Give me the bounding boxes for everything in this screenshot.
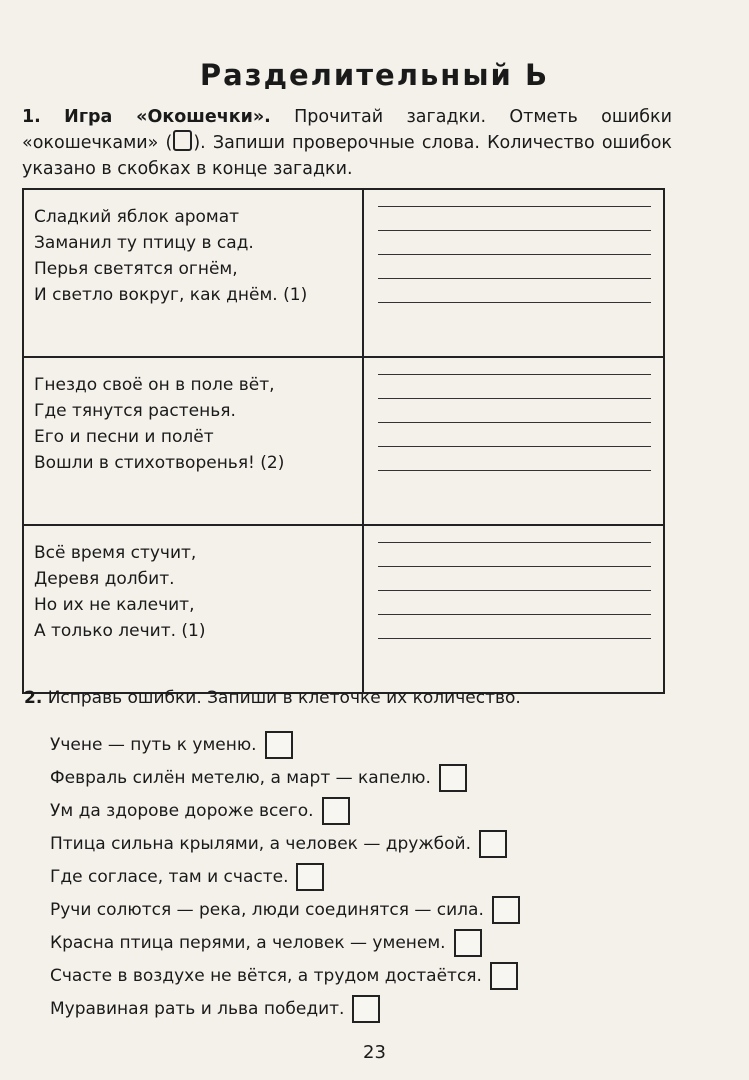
page-number: 23: [363, 1042, 386, 1063]
answer-box[interactable]: [492, 896, 520, 924]
proverb-item: [50, 794, 520, 827]
writing-line[interactable]: [378, 230, 651, 231]
proverb-text: Счасте в воздухе не вётся, а трудом достаётся.: [50, 965, 482, 986]
answer-box[interactable]: [322, 797, 350, 825]
riddle-line: А только лечит. (1): [34, 621, 206, 641]
riddle-row: [23, 357, 664, 525]
proverb-text: Птица сильна крылями, а человек — дружбой.: [50, 833, 471, 854]
riddle-line: Его и песни и полёт: [34, 427, 214, 447]
answer-box[interactable]: [265, 731, 293, 759]
riddle-line: Заманил ту птицу в сад.: [34, 233, 254, 253]
riddle-poem: [23, 525, 363, 693]
page-title: Разделительный Ь: [199, 58, 550, 92]
proverb-item: [50, 959, 520, 992]
proverb-item: [50, 860, 520, 893]
writing-line[interactable]: [378, 470, 651, 471]
answer-lines[interactable]: [363, 189, 664, 357]
answer-box[interactable]: [454, 929, 482, 957]
proverb-item: [50, 893, 520, 926]
riddle-line: Перья светятся огнём,: [34, 259, 238, 279]
writing-line[interactable]: [378, 254, 651, 255]
riddle-line: И светло вокруг, как днём. (1): [34, 285, 308, 305]
answer-box[interactable]: [439, 764, 467, 792]
answer-box[interactable]: [490, 962, 518, 990]
riddles-table: [22, 188, 665, 694]
writing-line[interactable]: [378, 566, 651, 567]
task1-game-name: Игра «Окошечки».: [64, 107, 271, 127]
riddle-line: Всё время стучит,: [34, 543, 197, 563]
task1-number: 1.: [22, 107, 41, 127]
task1-text-a: Прочитай загадки. Отметь ошибки «окошечками» (: [22, 107, 672, 153]
answer-box[interactable]: [479, 830, 507, 858]
riddle-row: [23, 189, 664, 357]
riddle-line: Гнездо своё он в поле вёт,: [34, 375, 275, 395]
proverb-text: Муравиная рать и льва победит.: [50, 998, 345, 1019]
writing-line[interactable]: [378, 446, 651, 447]
proverb-item: [50, 926, 520, 959]
proverb-list: [50, 728, 520, 1025]
proverb-text: Февраль силён метелю, а март — капелю.: [50, 767, 431, 788]
riddle-line: Сладкий яблок аромат: [34, 207, 240, 227]
proverb-text: Учене — путь к уменю.: [50, 734, 257, 755]
window-box-icon: [173, 130, 192, 151]
writing-line[interactable]: [378, 398, 651, 399]
answer-box[interactable]: [352, 995, 380, 1023]
answer-box[interactable]: [296, 863, 324, 891]
task2-instructions: [24, 688, 521, 708]
writing-line[interactable]: [378, 278, 651, 279]
task1-text-b: ). Запиши проверочные слова. Количество ошибок указано в скобках в конце загадки.: [22, 133, 672, 179]
answer-lines[interactable]: [363, 357, 664, 525]
riddle-line: Где тянутся растенья.: [34, 401, 236, 421]
riddle-poem: [23, 189, 363, 357]
proverb-item: [50, 728, 520, 761]
riddle-line: Но их не калечит,: [34, 595, 195, 615]
proverb-text: Ум да здорове дороже всего.: [50, 800, 314, 821]
proverb-text: Красна птица перями, а человек — уменем.: [50, 932, 446, 953]
writing-line[interactable]: [378, 542, 651, 543]
proverb-item: [50, 992, 520, 1025]
answer-lines[interactable]: [363, 525, 664, 693]
writing-line[interactable]: [378, 638, 651, 639]
riddle-line: Деревя долбит.: [34, 569, 175, 589]
writing-line[interactable]: [378, 422, 651, 423]
proverb-item: [50, 827, 520, 860]
task1-instructions: [22, 104, 672, 182]
proverb-item: [50, 761, 520, 794]
writing-line[interactable]: [378, 590, 651, 591]
riddle-poem: [23, 357, 363, 525]
writing-line[interactable]: [378, 374, 651, 375]
riddle-line: Вошли в стихотворенья! (2): [34, 453, 285, 473]
task2-text: Исправь ошибки. Запиши в клеточке их количество.: [42, 688, 521, 708]
riddle-row: [23, 525, 664, 693]
writing-line[interactable]: [378, 614, 651, 615]
proverb-text: Ручи солются — река, люди соединятся — сила.: [50, 899, 484, 920]
proverb-text: Где согласе, там и счасте.: [50, 866, 289, 887]
task2-number: 2.: [24, 688, 43, 708]
writing-line[interactable]: [378, 302, 651, 303]
writing-line[interactable]: [378, 206, 651, 207]
